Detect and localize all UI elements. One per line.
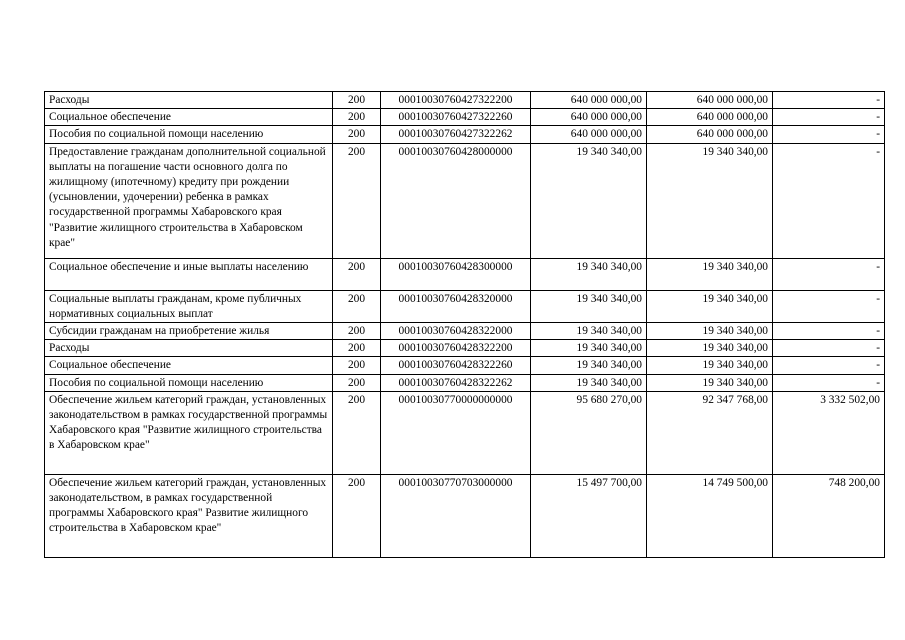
table-row bbox=[45, 126, 885, 143]
budget-code-cell: 00010030770000000000 bbox=[381, 391, 531, 474]
budget-execution-table bbox=[44, 91, 885, 558]
executed-amount-cell: 19 340 340,00 bbox=[647, 290, 773, 322]
executed-amount-cell: 19 340 340,00 bbox=[647, 143, 773, 258]
unexecuted-amount-cell: 3 332 502,00 bbox=[773, 391, 885, 474]
table-row bbox=[45, 258, 885, 290]
approved-amount-cell: 640 000 000,00 bbox=[531, 92, 647, 109]
executed-amount-cell: 640 000 000,00 bbox=[647, 92, 773, 109]
table-row bbox=[45, 357, 885, 374]
line-code-cell: 200 bbox=[333, 290, 381, 322]
approved-amount-cell: 640 000 000,00 bbox=[531, 126, 647, 143]
table-row bbox=[45, 109, 885, 126]
executed-amount-cell: 19 340 340,00 bbox=[647, 323, 773, 340]
executed-amount-cell: 19 340 340,00 bbox=[647, 357, 773, 374]
line-code-cell: 200 bbox=[333, 92, 381, 109]
unexecuted-amount-cell: - bbox=[773, 92, 885, 109]
budget-code-cell: 00010030760427322262 bbox=[381, 126, 531, 143]
table-row bbox=[45, 474, 885, 557]
row-name-cell: Социальное обеспечение bbox=[45, 357, 333, 374]
unexecuted-amount-cell: - bbox=[773, 143, 885, 258]
unexecuted-amount-cell: - bbox=[773, 290, 885, 322]
unexecuted-amount-cell: - bbox=[773, 126, 885, 143]
line-code-cell: 200 bbox=[333, 357, 381, 374]
line-code-cell: 200 bbox=[333, 109, 381, 126]
row-name-cell: Социальные выплаты гражданам, кроме публичных нормативных социальных выплат bbox=[45, 290, 333, 322]
budget-code-cell: 00010030770703000000 bbox=[381, 474, 531, 557]
row-name-cell: Расходы bbox=[45, 340, 333, 357]
budget-code-cell: 00010030760427322260 bbox=[381, 109, 531, 126]
approved-amount-cell: 19 340 340,00 bbox=[531, 374, 647, 391]
line-code-cell: 200 bbox=[333, 323, 381, 340]
executed-amount-cell: 14 749 500,00 bbox=[647, 474, 773, 557]
approved-amount-cell: 15 497 700,00 bbox=[531, 474, 647, 557]
budget-code-cell: 00010030760428320000 bbox=[381, 290, 531, 322]
unexecuted-amount-cell: 748 200,00 bbox=[773, 474, 885, 557]
executed-amount-cell: 640 000 000,00 bbox=[647, 109, 773, 126]
unexecuted-amount-cell: - bbox=[773, 323, 885, 340]
unexecuted-amount-cell: - bbox=[773, 109, 885, 126]
row-name-cell: Субсидии гражданам на приобретение жилья bbox=[45, 323, 333, 340]
unexecuted-amount-cell: - bbox=[773, 374, 885, 391]
approved-amount-cell: 19 340 340,00 bbox=[531, 340, 647, 357]
budget-code-cell: 00010030760428322200 bbox=[381, 340, 531, 357]
approved-amount-cell: 19 340 340,00 bbox=[531, 258, 647, 290]
approved-amount-cell: 640 000 000,00 bbox=[531, 109, 647, 126]
line-code-cell: 200 bbox=[333, 474, 381, 557]
approved-amount-cell: 19 340 340,00 bbox=[531, 143, 647, 258]
unexecuted-amount-cell: - bbox=[773, 340, 885, 357]
budget-code-cell: 00010030760428322262 bbox=[381, 374, 531, 391]
budget-code-cell: 00010030760427322200 bbox=[381, 92, 531, 109]
table-row bbox=[45, 340, 885, 357]
line-code-cell: 200 bbox=[333, 391, 381, 474]
unexecuted-amount-cell: - bbox=[773, 357, 885, 374]
row-name-cell: Расходы bbox=[45, 92, 333, 109]
row-name-cell: Обеспечение жильем категорий граждан, установленных законодательством, в рамках государственной программы Хабаровского края" Развитие жилищного строительства в Хабаровском крае" bbox=[45, 474, 333, 557]
table-row bbox=[45, 323, 885, 340]
line-code-cell: 200 bbox=[333, 340, 381, 357]
executed-amount-cell: 19 340 340,00 bbox=[647, 258, 773, 290]
approved-amount-cell: 19 340 340,00 bbox=[531, 357, 647, 374]
row-name-cell: Предоставление гражданам дополнительной социальной выплаты на погашение части основного долга по жилищному (ипотечному) кредиту при рождении (усыновлении, удочерении) ребенка в рамках государственной программы Хабаровского края "Развитие жилищного строительства в Хабаровском крае" bbox=[45, 143, 333, 258]
row-name-cell: Обеспечение жильем категорий граждан, установленных законодательством в рамках государственной программы Хабаровского края "Развитие жилищного строительства в Хабаровском крае" bbox=[45, 391, 333, 474]
executed-amount-cell: 19 340 340,00 bbox=[647, 340, 773, 357]
row-name-cell: Пособия по социальной помощи населению bbox=[45, 126, 333, 143]
line-code-cell: 200 bbox=[333, 374, 381, 391]
row-name-cell: Социальное обеспечение bbox=[45, 109, 333, 126]
approved-amount-cell: 19 340 340,00 bbox=[531, 290, 647, 322]
table-row bbox=[45, 143, 885, 258]
table-row bbox=[45, 290, 885, 322]
line-code-cell: 200 bbox=[333, 143, 381, 258]
unexecuted-amount-cell: - bbox=[773, 258, 885, 290]
approved-amount-cell: 19 340 340,00 bbox=[531, 323, 647, 340]
approved-amount-cell: 95 680 270,00 bbox=[531, 391, 647, 474]
budget-code-cell: 00010030760428000000 bbox=[381, 143, 531, 258]
executed-amount-cell: 92 347 768,00 bbox=[647, 391, 773, 474]
budget-code-cell: 00010030760428322000 bbox=[381, 323, 531, 340]
row-name-cell: Социальное обеспечение и иные выплаты населению bbox=[45, 258, 333, 290]
table-row bbox=[45, 92, 885, 109]
line-code-cell: 200 bbox=[333, 258, 381, 290]
table-row bbox=[45, 391, 885, 474]
row-name-cell: Пособия по социальной помощи населению bbox=[45, 374, 333, 391]
budget-code-cell: 00010030760428300000 bbox=[381, 258, 531, 290]
executed-amount-cell: 640 000 000,00 bbox=[647, 126, 773, 143]
budget-code-cell: 00010030760428322260 bbox=[381, 357, 531, 374]
executed-amount-cell: 19 340 340,00 bbox=[647, 374, 773, 391]
line-code-cell: 200 bbox=[333, 126, 381, 143]
table-row bbox=[45, 374, 885, 391]
